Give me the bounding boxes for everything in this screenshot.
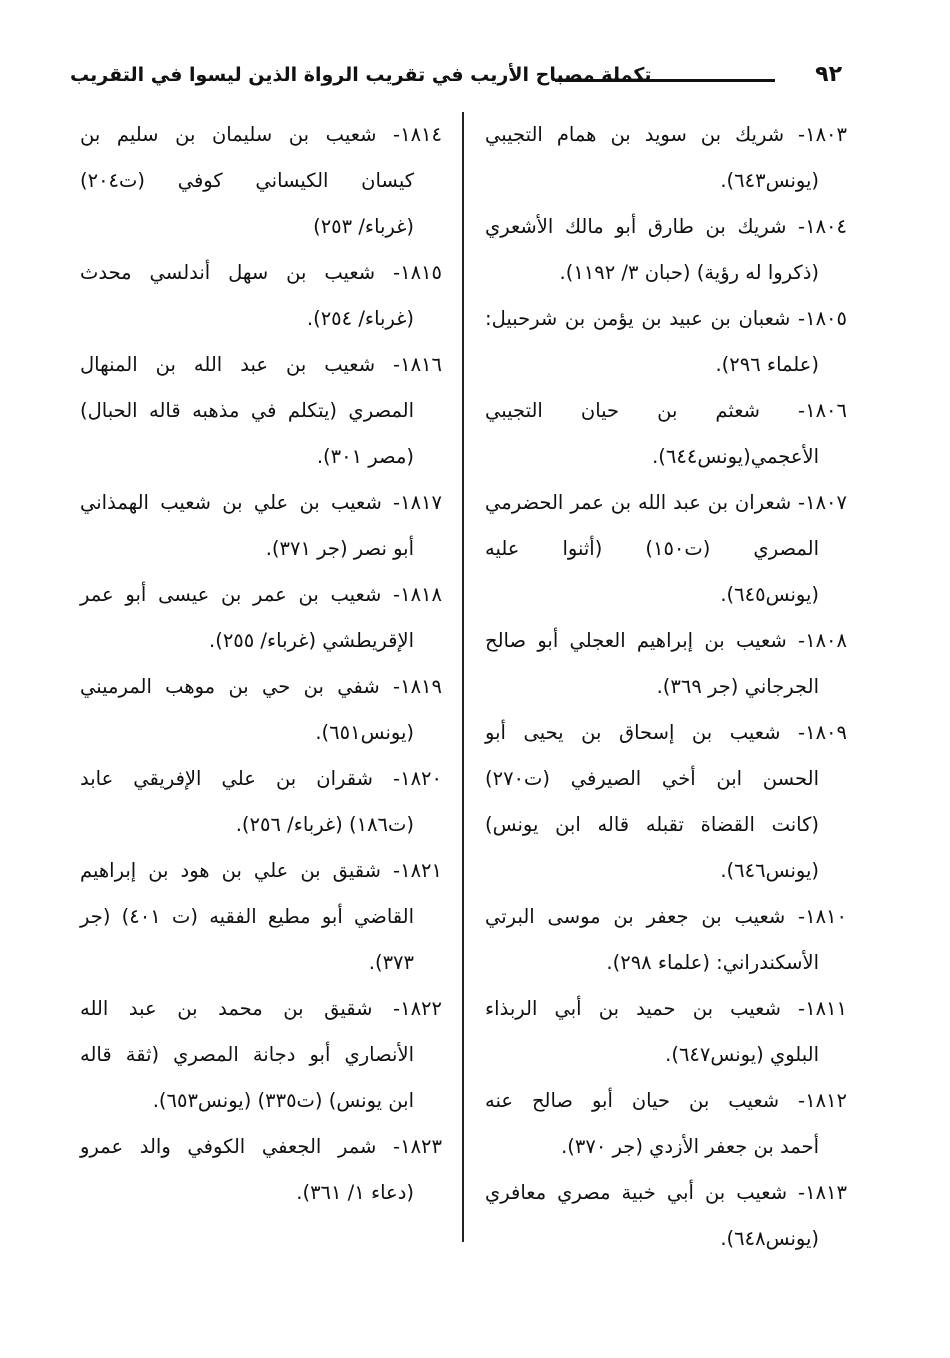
entry-heading-line: ١٨١٤- شعيب بن سليمان بن سليم بن [80, 123, 442, 146]
narrator-entry [80, 756, 442, 848]
narrator-entry [485, 112, 847, 204]
entry-heading-line: ١٨٠٥- شعبان بن عبيد بن يؤمن بن شرحبيل: [485, 307, 847, 330]
narrator-entry [485, 296, 847, 388]
running-title: تكملة مصباح الأريب في تقريب الرواة الذين ليسوا في التقريب [70, 64, 652, 86]
entry-heading-line: ١٨٠٣- شريك بن سويد بن همام التجيبي [485, 123, 847, 146]
entry-heading-line: ١٨٠٨- شعيب بن إبراهيم العجلي أبو صالح [485, 629, 847, 652]
entry-heading-line: ١٨١٣- شعيب بن أبي خبية مصري معافري [485, 1181, 847, 1204]
entry-heading-line: ١٨١٠- شعيب بن جعفر بن موسى البرتي [485, 905, 847, 928]
narrator-entry [485, 1078, 847, 1170]
entry-heading-line: ١٨٠٦- شعثم بن حيان التجيبي [485, 399, 847, 422]
narrator-entry [485, 480, 847, 618]
entry-continuation-line: (يونس٦٤٣). [720, 169, 819, 192]
entry-heading-line: ١٨١٩- شفي بن حي بن موهب المرميني [80, 675, 442, 698]
entry-continuation-line: أبو نصر (جر ٣٧١). [265, 537, 414, 560]
narrator-entry [485, 894, 847, 986]
entry-continuation-line: (يونس٦٥١). [315, 721, 414, 744]
entry-continuation-line: الأنصاري أبو دجانة المصري (ثقة قاله [80, 1043, 414, 1066]
entry-continuation-line: ابن يونس) (ت٣٣٥) (يونس٦٥٣). [152, 1089, 414, 1112]
narrator-entry [80, 664, 442, 756]
narrator-entry [485, 618, 847, 710]
entry-continuation-line: (يونس٦٤٥). [720, 583, 819, 606]
entry-continuation-line: الأعجمي(يونس٦٤٤). [652, 445, 819, 468]
entry-heading-line: ١٨١٧- شعيب بن علي بن شعيب الهمذاني [80, 491, 442, 514]
narrator-entry [80, 112, 442, 250]
entry-heading-line: ١٨١٥- شعيب بن سهل أندلسي محدث [80, 261, 442, 284]
entry-heading-line: ١٨٢١- شقيق بن علي بن هود بن إبراهيم [80, 859, 442, 882]
left-column [80, 112, 442, 1216]
narrator-entry [80, 342, 442, 480]
entry-continuation-line: (يونس٦٤٦). [720, 859, 819, 882]
narrator-entry [485, 1170, 847, 1262]
entry-continuation-line: (ذكروا له رؤية) (حبان ٣/ ١١٩٢). [559, 261, 819, 284]
narrator-entry [485, 986, 847, 1078]
entry-heading-line: ١٨٠٤- شريك بن طارق أبو مالك الأشعري [485, 215, 847, 238]
entry-continuation-line: الجرجاني (جر ٣٦٩). [656, 675, 819, 698]
entry-heading-line: ١٨١٦- شعيب بن عبد الله بن المنهال [80, 353, 442, 376]
entry-continuation-line: (علماء ٢٩٦). [715, 353, 819, 376]
narrator-entry [485, 710, 847, 894]
entry-continuation-line: المصري (يتكلم في مذهبه قاله الحبال) [80, 399, 414, 422]
entry-continuation-line: المصري (ت١٥٠) (أثنوا عليه [485, 537, 819, 560]
entry-heading-line: ١٨٢٠- شقران بن علي الإفريقي عابد [80, 767, 442, 790]
entry-continuation-line: (مصر ٣٠١). [316, 445, 414, 468]
entry-heading-line: ١٨١١- شعيب بن حميد بن أبي الربذاء [485, 997, 847, 1020]
entry-continuation-line: أحمد بن جعفر الأزدي (جر ٣٧٠). [561, 1135, 819, 1158]
entry-heading-line: ١٨٢٢- شقيق بن محمد بن عبد الله [80, 997, 442, 1020]
narrator-entry [80, 848, 442, 986]
entry-heading-line: ١٨٠٧- شعران بن عبد الله بن عمر الحضرمي [485, 491, 847, 514]
narrator-entry [80, 480, 442, 572]
page-number: ٩٢ [815, 62, 842, 87]
entry-heading-line: ١٨١٢- شعيب بن حيان أبو صالح عنه [485, 1089, 847, 1112]
narrator-entry [80, 986, 442, 1124]
page-header [70, 62, 870, 98]
entry-heading-line: ١٨١٨- شعيب بن عمر بن عيسى أبو عمر [80, 583, 442, 606]
entry-continuation-line: الإقريطشي (غرباء/ ٢٥٥). [209, 629, 414, 652]
entry-continuation-line: (غرباء/ ٢٥٤). [306, 307, 414, 330]
entry-continuation-line: (كانت القضاة تقبله قاله ابن يونس) [485, 813, 819, 836]
narrator-entry [80, 250, 442, 342]
entry-heading-line: ١٨٠٩- شعيب بن إسحاق بن يحيى أبو [485, 721, 847, 744]
entry-continuation-line: (دعاء ١/ ٣٦١). [296, 1181, 414, 1204]
entry-continuation-line: الحسن ابن أخي الصيرفي (ت٢٧٠) [485, 767, 819, 790]
narrator-entry [485, 388, 847, 480]
entry-continuation-line: (غرباء/ ٢٥٣) [313, 215, 414, 238]
entry-continuation-line: الأسكندراني: (علماء ٢٩٨). [606, 951, 819, 974]
entry-continuation-line: البلوي (يونس٦٤٧). [665, 1043, 819, 1066]
narrator-entry [80, 572, 442, 664]
right-column [485, 112, 847, 1262]
entry-continuation-line: (يونس٦٤٨). [720, 1227, 819, 1250]
entry-continuation-line: ٣٧٣). [368, 951, 414, 974]
entry-heading-line: ١٨٢٣- شمر الجعفي الكوفي والد عمرو [80, 1135, 442, 1158]
entry-continuation-line: (ت١٨٦) (غرباء/ ٢٥٦). [235, 813, 414, 836]
column-divider [462, 112, 464, 1242]
narrator-entry [80, 1124, 442, 1216]
entry-continuation-line: القاضي أبو مطيع الفقيه (ت ٤٠١) (جر [80, 905, 415, 928]
narrator-entry [485, 204, 847, 296]
entry-continuation-line: كيسان الكيساني كوفي (ت٢٠٤) [80, 169, 414, 192]
